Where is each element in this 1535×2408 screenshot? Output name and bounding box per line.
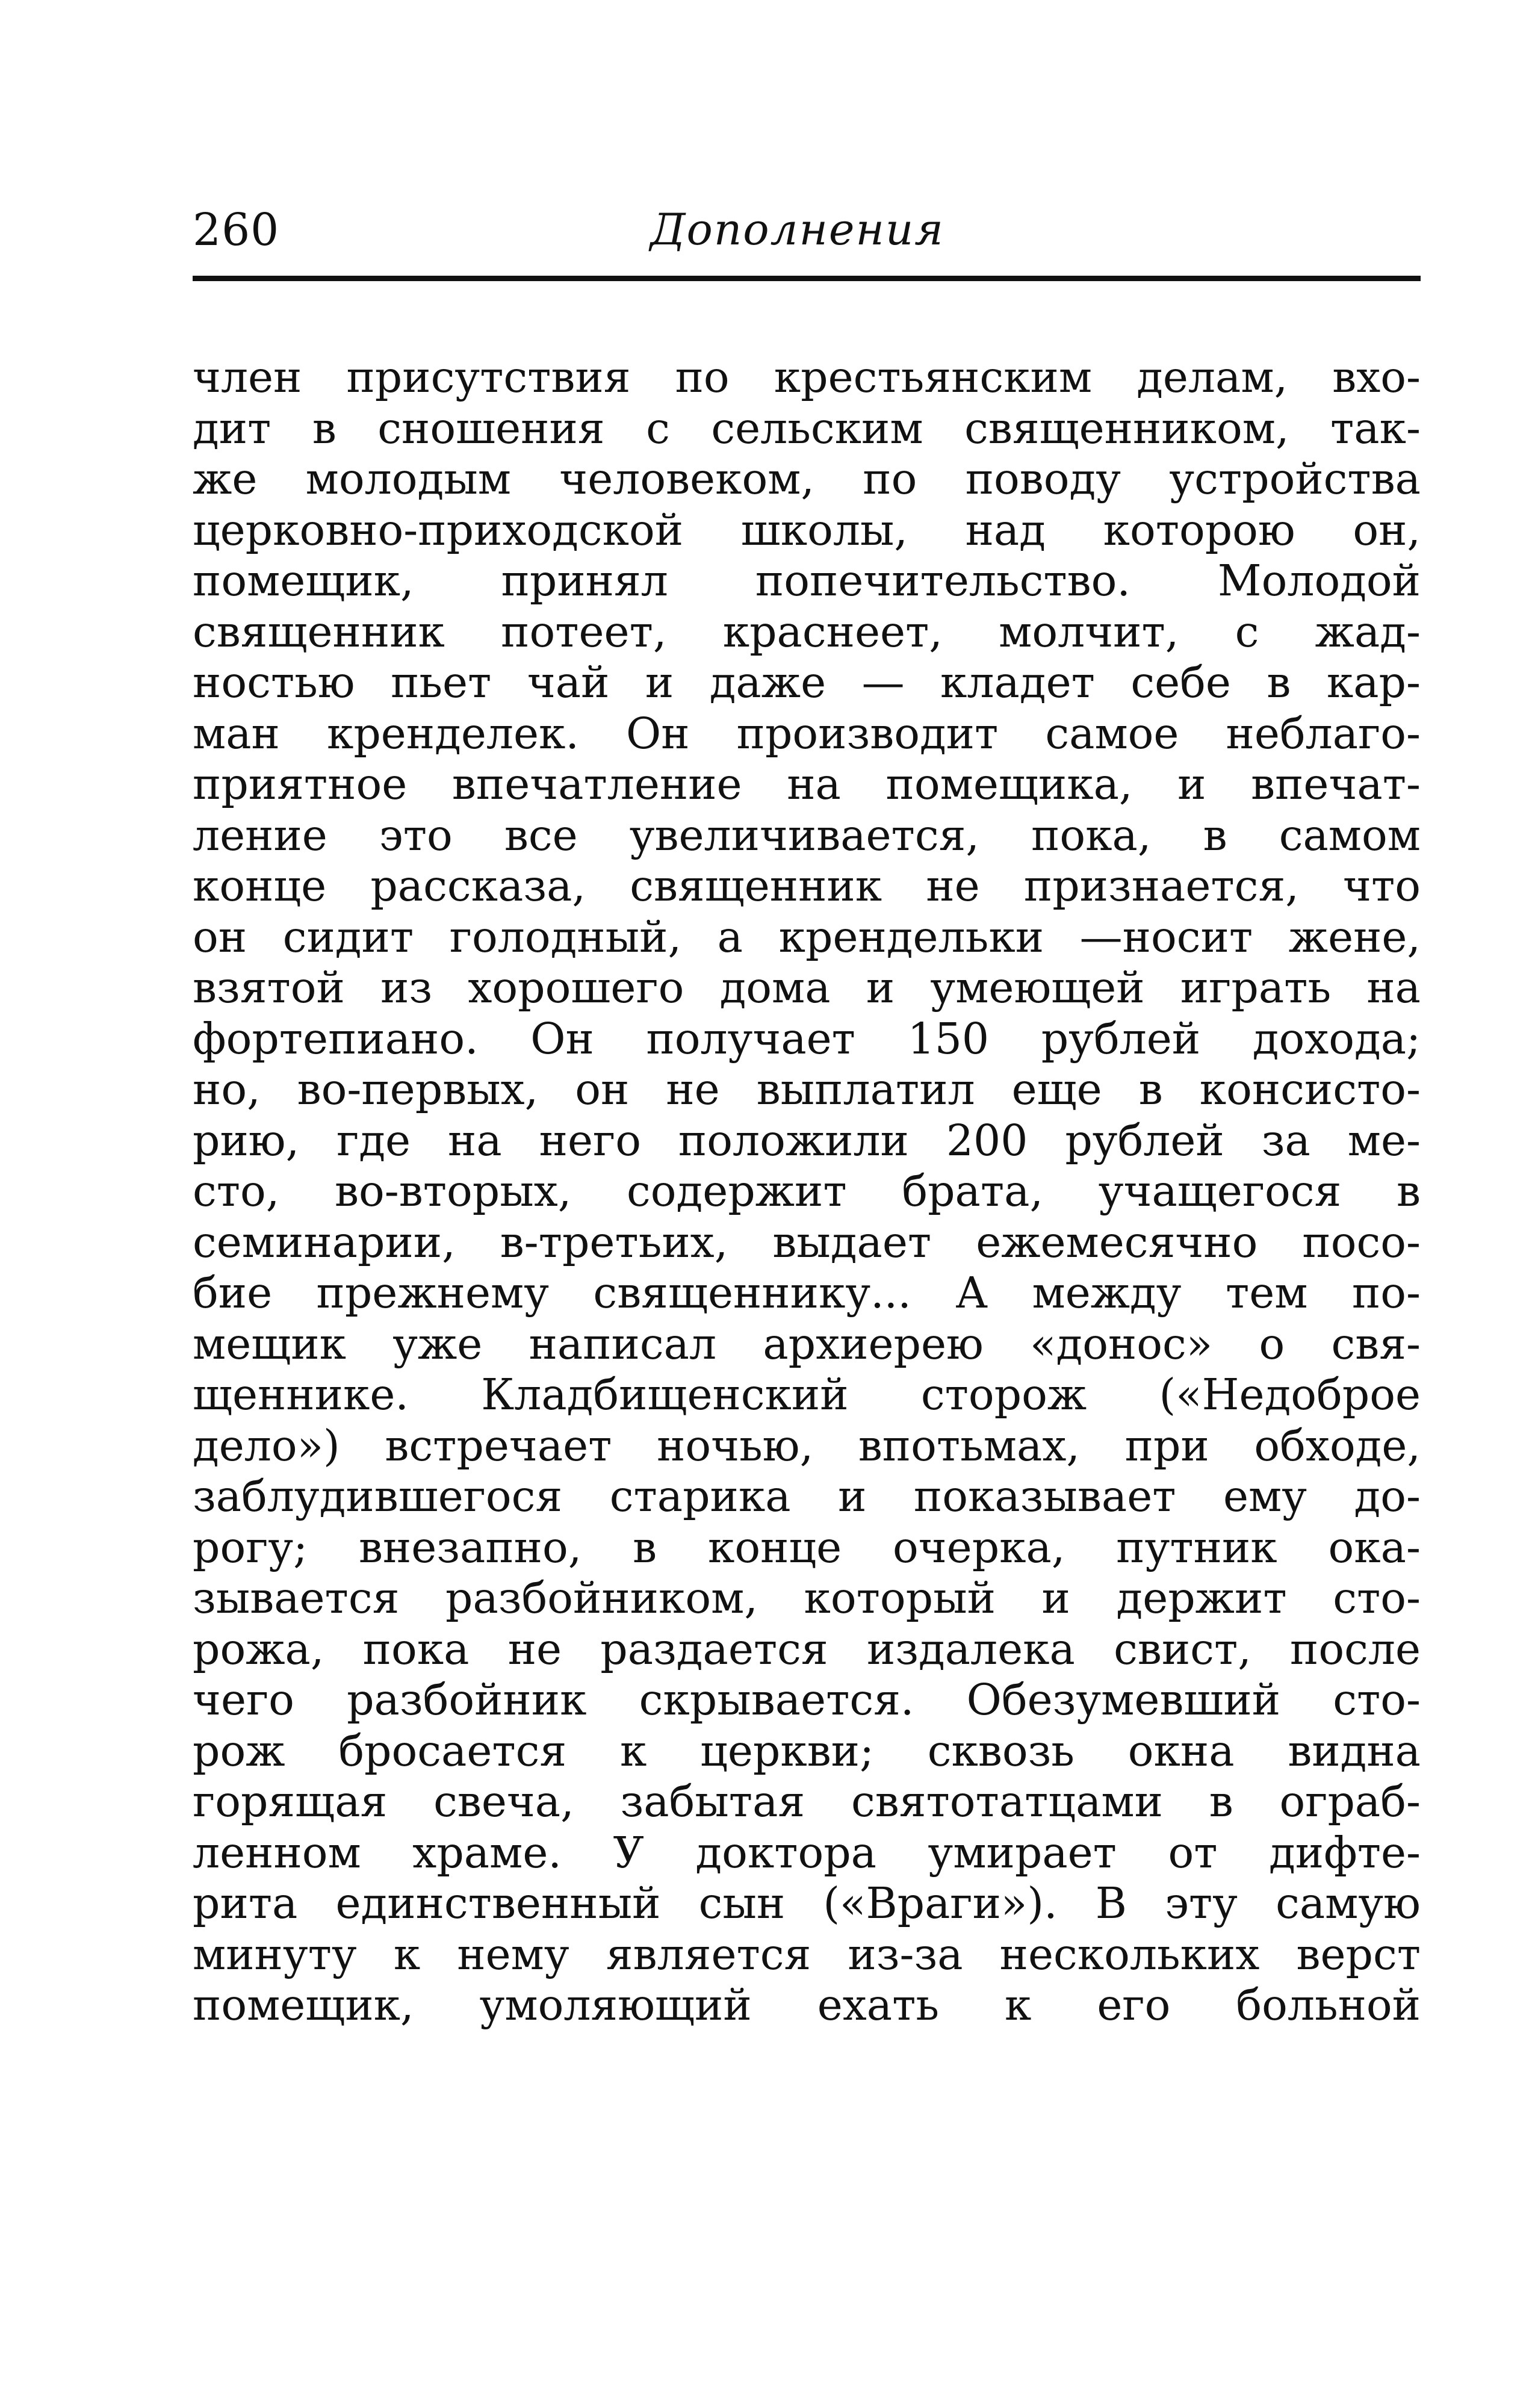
text-line: фортепиано. Он получает 150 рублей дохода;: [193, 1013, 1421, 1064]
text-line: щеннике. Кладбищенский сторож («Недоброе: [193, 1370, 1421, 1420]
text-line: зывается разбойником, который и держит сто-: [193, 1573, 1421, 1623]
text-line: ленном храме. У доктора умирает от дифте-: [193, 1827, 1421, 1878]
text-line: рож бросается к церкви; сквозь окна видна: [193, 1725, 1421, 1776]
text-line: священник потеет, краснеет, молчит, с жад-: [193, 606, 1421, 657]
text-line: рожа, пока не раздается издалека свист, после: [193, 1624, 1421, 1674]
text-line: но, во-первых, он не выплатил еще в консисто-: [193, 1064, 1421, 1114]
text-line: же молодым человеком, по поводу устройства: [193, 454, 1421, 504]
text-line: он сидит голодный, а крендельки —носит жене,: [193, 911, 1421, 962]
text-line: конце рассказа, священник не признается, что: [193, 861, 1421, 911]
text-line: ман кренделек. Он производит самое неблаго-: [193, 708, 1421, 759]
text-line: рию, где на него положили 200 рублей за ме-: [193, 1115, 1421, 1165]
text-line: помещик, принял попечительство. Молодой: [193, 556, 1421, 606]
text-line: приятное впечатление на помещика, и впечат-: [193, 759, 1421, 809]
text-line: взятой из хорошего дома и умеющей играть на: [193, 963, 1421, 1013]
text-line: минуту к нему является из-за нескольких верст: [193, 1929, 1421, 1979]
text-line: церковно-приходской школы, над которою он,: [193, 504, 1421, 555]
text-line: дит в сношения с сельским священником, так-: [193, 403, 1421, 453]
header-rule: [193, 276, 1421, 281]
text-line: рита единственный сын («Враги»). В эту самую: [193, 1878, 1421, 1928]
body-text: [193, 352, 1421, 2031]
text-line: мещик уже написал архиерею «донос» о свя-: [193, 1318, 1421, 1369]
text-line: помещик, умоляющий ехать к его больной: [193, 1980, 1421, 2030]
text-line: чего разбойник скрывается. Обезумевший сто-: [193, 1675, 1421, 1725]
text-line: заблудившегося старика и показывает ему до-: [193, 1471, 1421, 1521]
text-line: сто, во-вторых, содержит брата, учащегося в: [193, 1166, 1421, 1216]
text-line: ностью пьет чай и даже — кладет себе в кар-: [193, 657, 1421, 707]
text-line: бие прежнему священнику... А между тем по-: [193, 1268, 1421, 1318]
page-number: 260: [193, 204, 280, 256]
text-line: ление это все увеличивается, пока, в самом: [193, 810, 1421, 860]
text-line: рогу; внезапно, в конце очерка, путник ока-: [193, 1522, 1421, 1572]
running-title: Дополнения: [650, 204, 944, 255]
text-line: семинарии, в-третьих, выдает ежемесячно посо-: [193, 1217, 1421, 1267]
text-line: горящая свеча, забытая святотатцами в ограб-: [193, 1777, 1421, 1826]
text-line: дело») встречает ночью, впотьмах, при обходе,: [193, 1420, 1421, 1471]
text-line: член присутствия по крестьянским делам, вхо-: [193, 352, 1421, 402]
